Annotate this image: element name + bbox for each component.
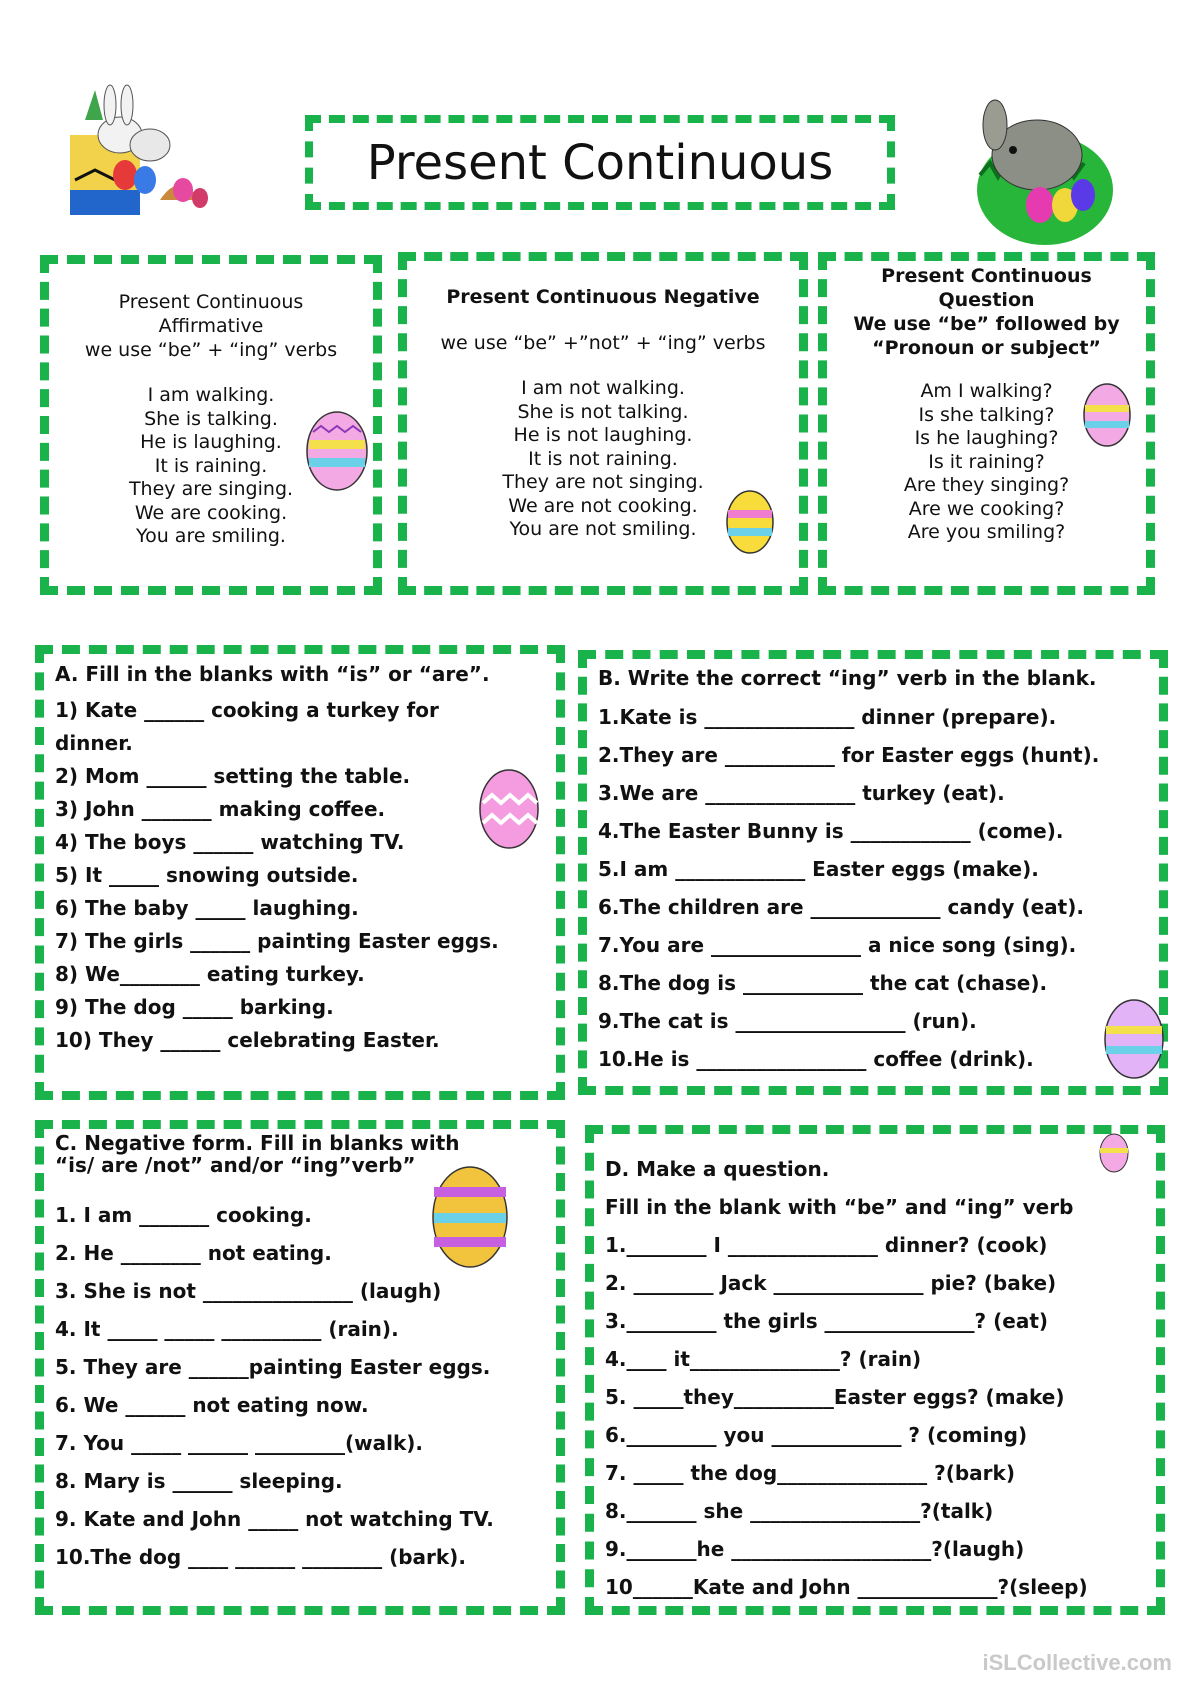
list-item: dinner. bbox=[55, 731, 133, 755]
list-item: 10.The dog ____ ______ ________ (bark). bbox=[55, 1545, 466, 1569]
list-item: 7.You are _______________ a nice song (sing). bbox=[598, 933, 1077, 957]
watermark: iSLCollective.com bbox=[982, 1650, 1172, 1675]
list-item: 3.We are _______________ turkey (eat). bbox=[598, 781, 1005, 805]
list-item: 3) John _______ making coffee. bbox=[55, 797, 386, 821]
list-item: 3._________ the girls _______________? (eat) bbox=[605, 1309, 1049, 1333]
list-item: 4.The Easter Bunny is ____________ (come). bbox=[598, 819, 1064, 843]
negative-examples: I am not walking. She is not talking. He is not laughing. It is not raining. They are not singing. We are not cooking. You are not smiling. bbox=[502, 377, 704, 540]
list-item: 4.____ it_______________? (rain) bbox=[605, 1347, 922, 1371]
list-item: 7. _____ the dog_______________ ?(bark) bbox=[605, 1461, 1015, 1485]
exercise-a-title: A. Fill in the blanks with “is” or “are”. bbox=[55, 662, 490, 686]
easter-egg-icon bbox=[430, 1165, 510, 1269]
list-item: 1.Kate is _______________ dinner (prepare). bbox=[598, 705, 1057, 729]
list-item: 8) We________ eating turkey. bbox=[55, 962, 365, 986]
list-item: 10______Kate and John ______________?(sleep) bbox=[605, 1575, 1088, 1599]
list-item: 6) The baby _____ laughing. bbox=[55, 896, 359, 920]
list-item: 5. They are ______painting Easter eggs. bbox=[55, 1355, 491, 1379]
bunny-basket-picture bbox=[65, 80, 215, 220]
negative-heading: Present Continuous Negative we use “be” +”not” + “ing” verbs bbox=[440, 286, 766, 354]
list-item: 6._________ you _____________ ? (coming) bbox=[605, 1423, 1028, 1447]
list-item: 2. ________ Jack _______________ pie? (bake) bbox=[605, 1271, 1057, 1295]
list-item: 1. I am _______ cooking. bbox=[55, 1203, 312, 1227]
list-item: 4. It _____ _____ __________ (rain). bbox=[55, 1317, 399, 1341]
list-item: 9._______he ____________________?(laugh) bbox=[605, 1537, 1025, 1561]
list-item: 9) The dog _____ barking. bbox=[55, 995, 334, 1019]
list-item: 8.The dog is ____________ the cat (chase). bbox=[598, 971, 1048, 995]
easter-egg-icon bbox=[725, 490, 775, 555]
easter-egg-icon bbox=[1103, 998, 1165, 1080]
list-item: 8. Mary is ______ sleeping. bbox=[55, 1469, 343, 1493]
list-item: 10.He is _________________ coffee (drink). bbox=[598, 1047, 1034, 1071]
exercise-c-title: C. Negative form. Fill in blanks with “is/ are /not” and/or “ing”verb” bbox=[55, 1131, 460, 1177]
list-item: 2. He ________ not eating. bbox=[55, 1241, 332, 1265]
easter-egg-icon bbox=[305, 410, 370, 492]
page-title: Present Continuous bbox=[305, 115, 895, 210]
question-examples: Am I walking? Is she talking? Is he laughing? Is it raining? Are they singing? Are we cooking? Are you smiling? bbox=[903, 380, 1070, 543]
list-item: 9. Kate and John _____ not watching TV. bbox=[55, 1507, 494, 1531]
list-item: 8._______ she _________________?(talk) bbox=[605, 1499, 994, 1523]
list-item: 5.I am _____________ Easter eggs (make). bbox=[598, 857, 1039, 881]
easter-egg-icon bbox=[1098, 1132, 1130, 1174]
easter-egg-icon bbox=[1082, 383, 1132, 448]
list-item: 3. She is not _______________ (laugh) bbox=[55, 1279, 442, 1303]
list-item: 2) Mom ______ setting the table. bbox=[55, 764, 411, 788]
list-item: 2.They are ___________ for Easter eggs (hunt). bbox=[598, 743, 1100, 767]
question-heading: Present Continuous Question We use “be” followed by “Pronoun or subject” bbox=[853, 265, 1120, 359]
list-item: 10) They ______ celebrating Easter. bbox=[55, 1028, 440, 1052]
easter-egg-icon bbox=[478, 768, 540, 850]
list-item: 9.The cat is _________________ (run). bbox=[598, 1009, 977, 1033]
list-item: 4) The boys ______ watching TV. bbox=[55, 830, 405, 854]
list-item: 5) It _____ snowing outside. bbox=[55, 863, 359, 887]
exercise-b-title: B. Write the correct “ing” verb in the blank. bbox=[598, 666, 1097, 690]
list-item: 1) Kate ______ cooking a turkey for bbox=[55, 698, 439, 722]
affirmative-heading: Present Continuous Affirmative we use “be” + “ing” verbs bbox=[84, 291, 338, 361]
list-item: 5. _____they__________Easter eggs? (make) bbox=[605, 1385, 1065, 1409]
exercise-d-title: D. Make a question. Fill in the blank with “be” and “ing” verb bbox=[605, 1157, 1074, 1219]
affirmative-examples: I am walking. She is talking. He is laughing. It is raining. They are singing. We are cooking. You are smiling. bbox=[128, 384, 294, 547]
exercise-d bbox=[605, 1150, 1160, 1606]
list-item: 6. We ______ not eating now. bbox=[55, 1393, 369, 1417]
rabbit-nest-picture bbox=[965, 95, 1115, 250]
list-item: 7) The girls ______ painting Easter eggs. bbox=[55, 929, 499, 953]
list-item: 7. You _____ ______ _________(walk). bbox=[55, 1431, 423, 1455]
list-item: 6.The children are _____________ candy (eat). bbox=[598, 895, 1084, 919]
list-item: 1.________ I _______________ dinner? (cook) bbox=[605, 1233, 1048, 1257]
exercise-b bbox=[598, 666, 1163, 1078]
exercise-a bbox=[55, 662, 555, 1057]
